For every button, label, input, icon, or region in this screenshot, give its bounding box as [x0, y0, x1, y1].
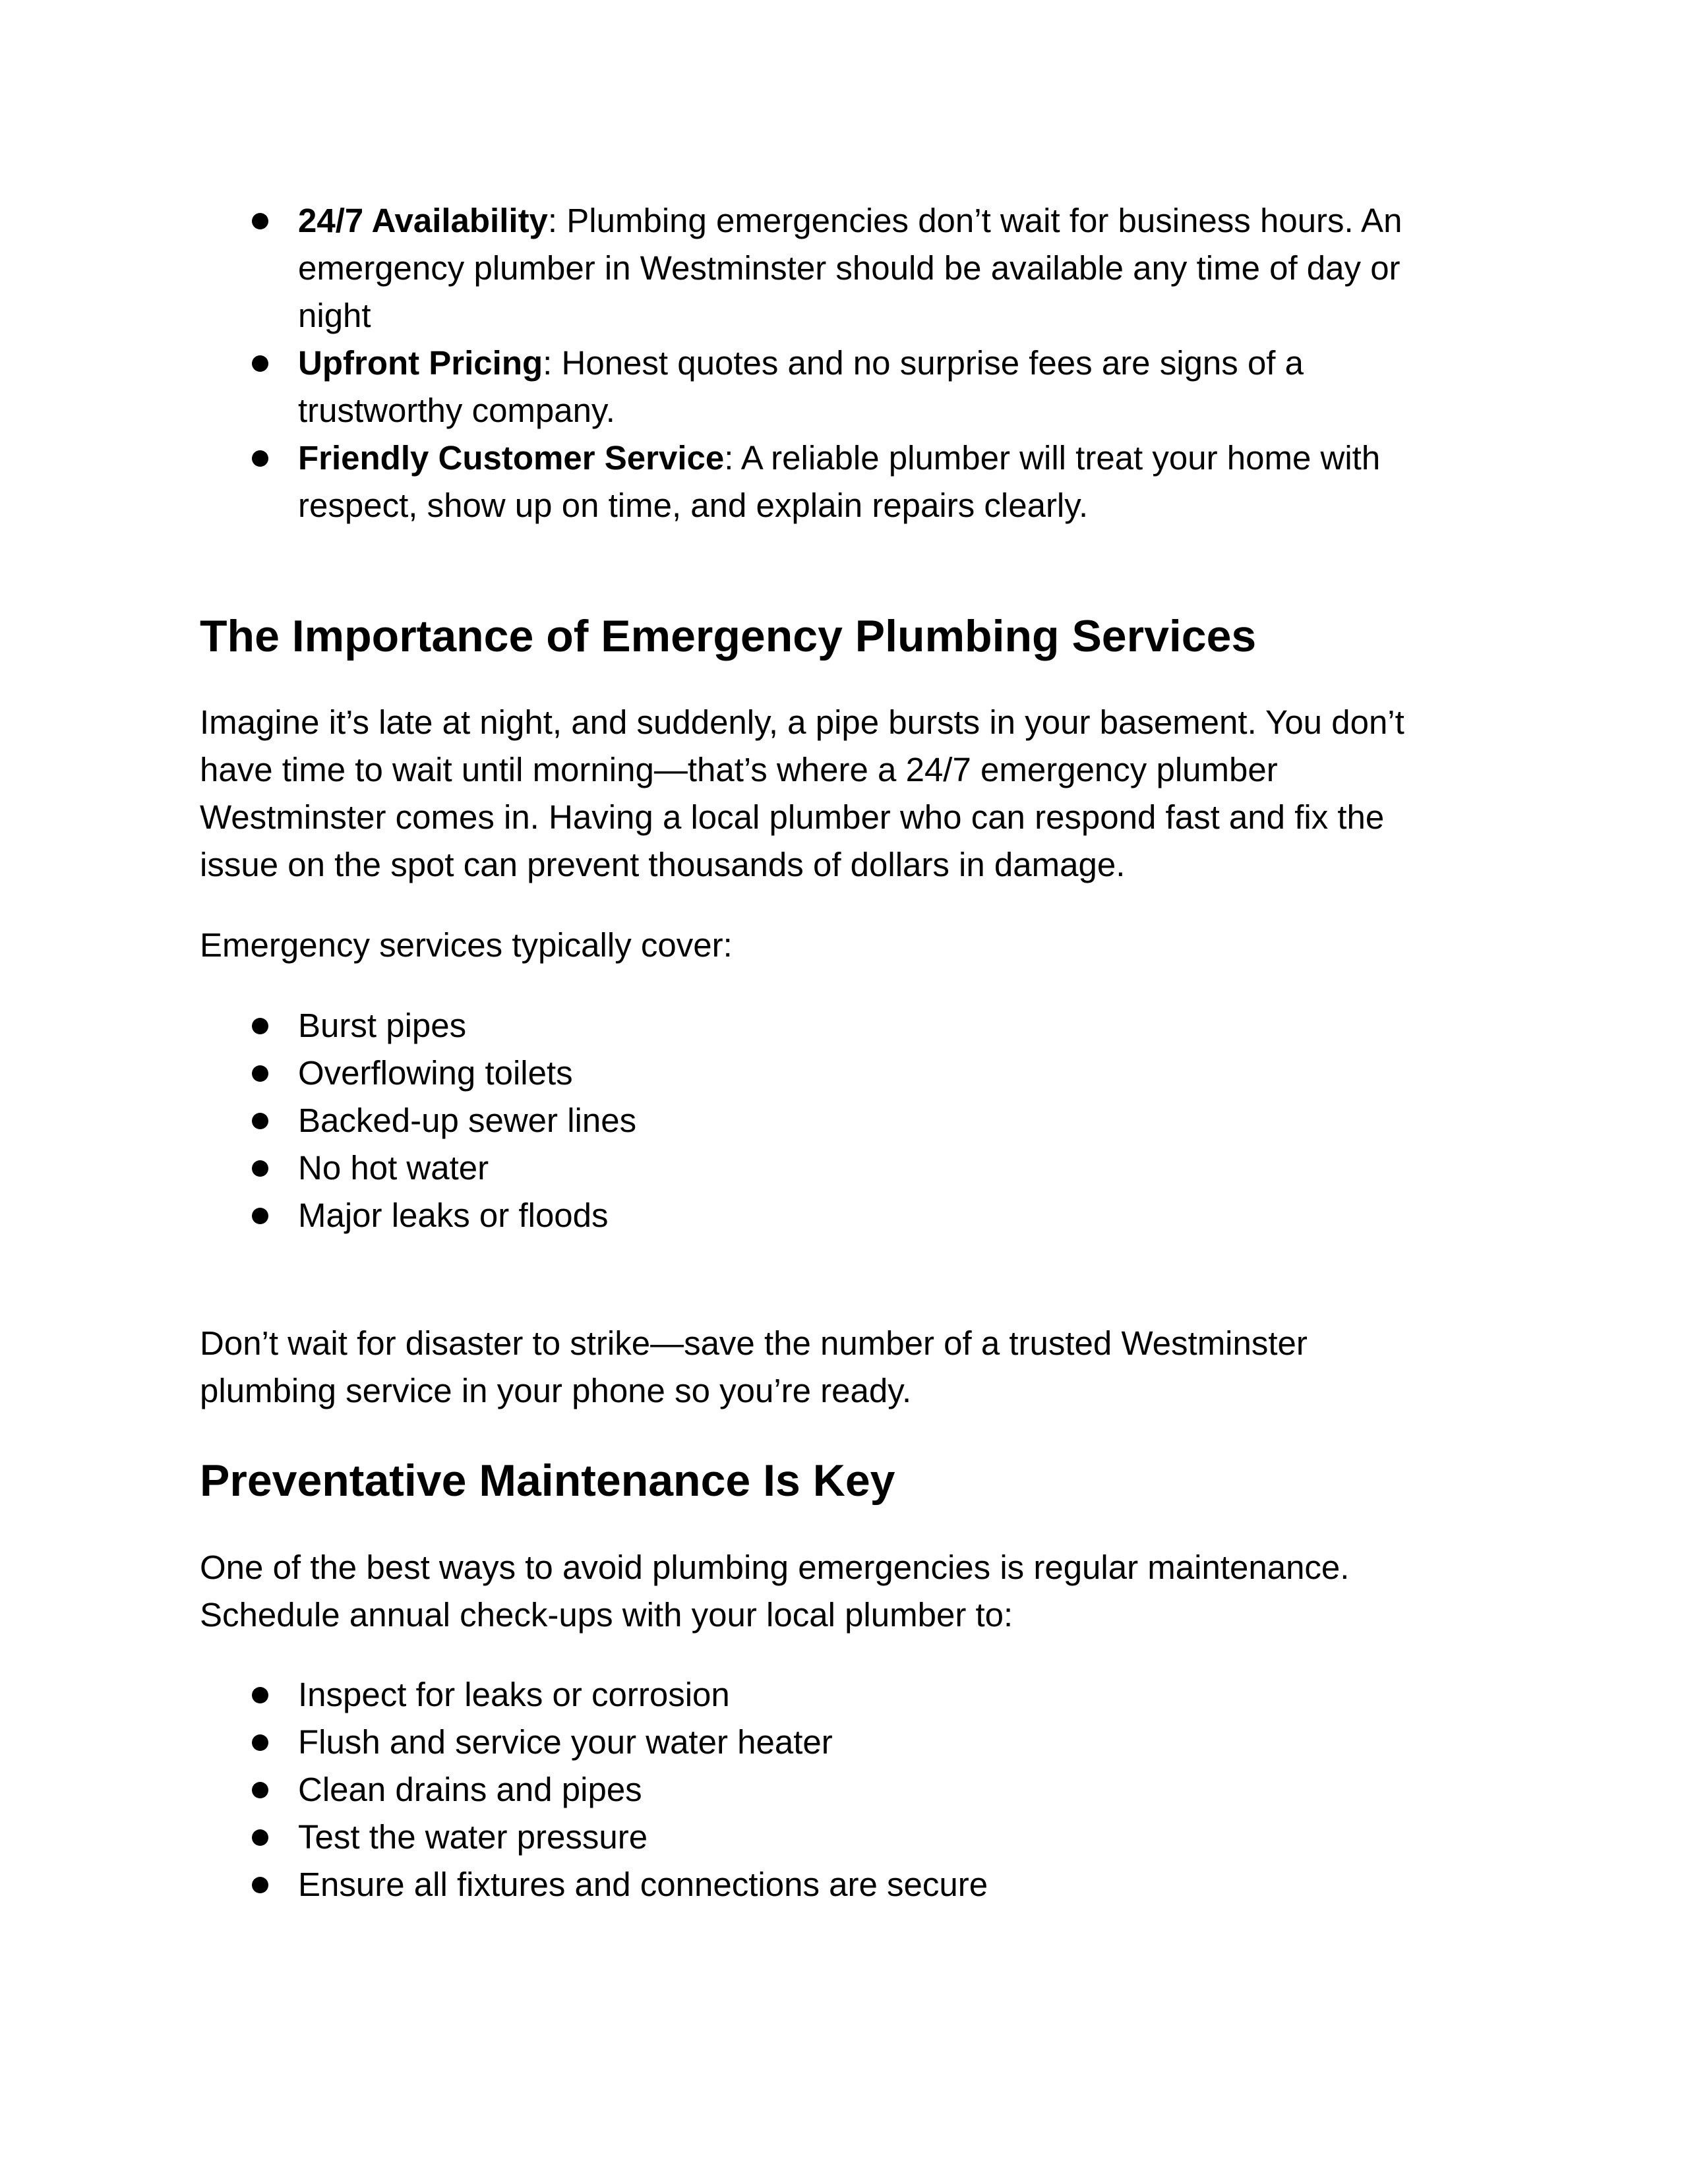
bullet-icon: [252, 1065, 268, 1082]
list-item-label: Friendly Customer Service: [298, 439, 725, 477]
paragraph-maintenance: One of the best ways to avoid plumbing emergencies is regular maintenance. Schedule annual check-ups with your local plumber to:: [200, 1549, 1350, 1634]
bullet-icon: [252, 213, 268, 229]
paragraph-cover-intro: Emergency services typically cover:: [200, 926, 733, 964]
bullet-icon: [252, 1160, 268, 1177]
list-item-label: Upfront Pricing: [298, 344, 543, 382]
bullet-icon: [252, 1734, 268, 1751]
section-heading-emergency: The Importance of Emergency Plumbing Services: [200, 611, 1257, 661]
bullet-icon: [252, 1829, 268, 1846]
section-heading-maintenance: Preventative Maintenance Is Key: [200, 1456, 895, 1506]
paragraph-dont-wait: Don’t wait for disaster to strike—save the number of a trusted Westminster plumbing service in your phone so you’re ready.: [200, 1324, 1308, 1409]
bullet-icon: [252, 450, 268, 467]
bullet-icon: [252, 1113, 268, 1129]
bullet-icon: [252, 1018, 268, 1034]
bullet-icon: [252, 355, 268, 372]
paragraph-emergency: Imagine it’s late at night, and suddenly, a pipe bursts in your basement. You don’t have time to wait until morning—that’s where a 24/7 emergency plumber Westminster comes in. Having a local plumber who can respond fast and fix the issue on the spot can prevent thousands of dollars in damage.: [200, 703, 1404, 883]
bullet-icon: [252, 1877, 268, 1893]
bullet-icon: [252, 1208, 268, 1224]
bullet-icon: [252, 1782, 268, 1798]
list-item-label: 24/7 Availability: [298, 202, 548, 239]
bullet-icon: [252, 1687, 268, 1703]
